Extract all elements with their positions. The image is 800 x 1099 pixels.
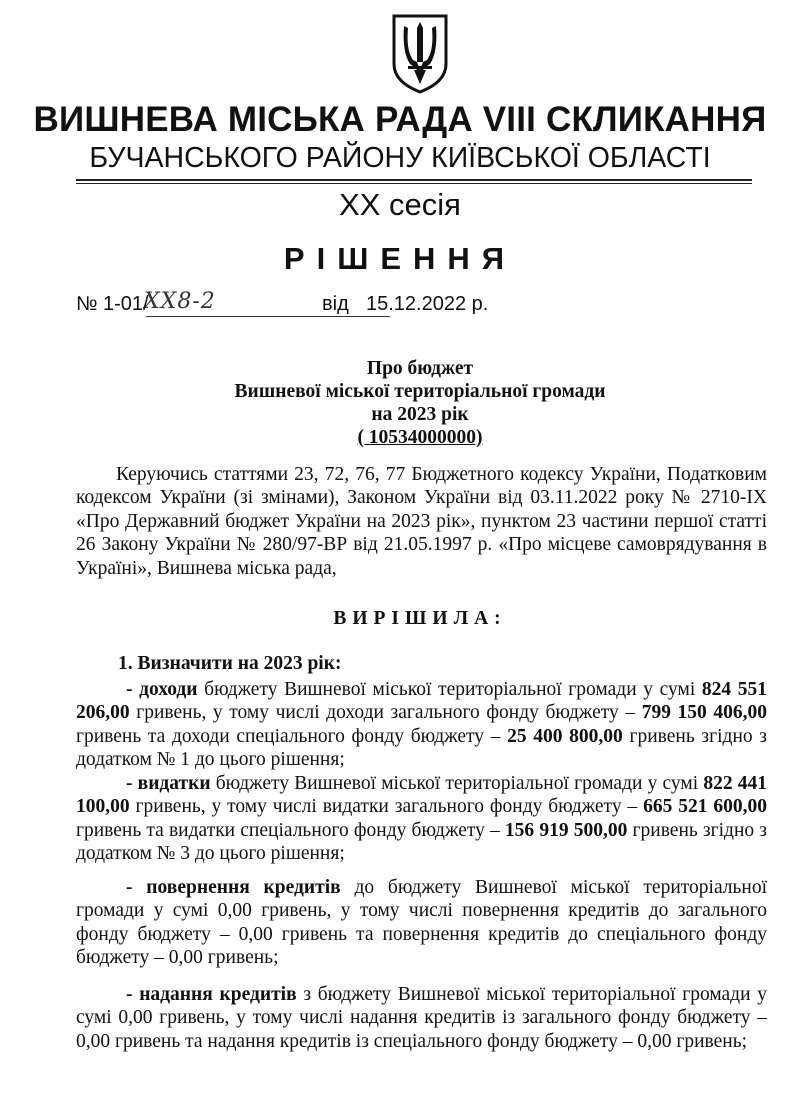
expense-general: 665 521 600,00	[643, 796, 767, 818]
coat-of-arms-icon	[390, 12, 450, 94]
budget-code: ( 10534000000)	[357, 427, 483, 448]
decision-subject	[0, 357, 800, 449]
date-label: від	[322, 293, 349, 315]
header-divider	[76, 179, 752, 181]
expense-paragraph: - видатки бюджету Вишневої міської територіальної громади у сумі 822 441 100,00 гривень, у тому числі видатки загального фонду бюджету – 665 521 600,00 гривень та видатки спеціального фонду бюджету – 156 919 500,00 гривень згідно з додатком № 3 до цього рішення;	[76, 773, 767, 865]
income-total: 824 551 206,00	[76, 679, 768, 724]
council-name: ВИШНЕВА МІСЬКА РАДА VIII СКЛИКАННЯ	[33, 100, 767, 139]
subject-line-3: на 2023 рік	[371, 404, 469, 425]
session-title: XX сесія	[339, 187, 461, 222]
number-underline	[146, 316, 390, 317]
income-lead: - доходи	[126, 679, 198, 700]
decision-number-prefix: № 1-01/	[76, 293, 149, 315]
income-general: 799 150 406,00	[641, 702, 767, 724]
income-special: 25 400 800,00	[507, 725, 623, 747]
subject-line-2: Вишневої міської територіальної громади	[234, 381, 606, 402]
decision-title: РІШЕННЯ	[283, 241, 517, 276]
credit-return-lead: - повернення кредитів	[126, 877, 341, 898]
credit-grant-paragraph: - надання кредитів з бюджету Вишневої міської територіальної громади у сумі 0,00 гривень, у тому числі надання кредитів із загального фонду бюджету – 0,00 гривень та надання кредитів із спеціального фонду бюджету – 0,00 гривень;	[76, 984, 767, 1052]
handwritten-number: XX8-2	[144, 289, 216, 314]
header-divider-thin	[76, 183, 752, 184]
expense-special: 156 919 500,00	[504, 819, 628, 841]
item-1-heading: 1. Визначити на 2023 рік:	[118, 653, 342, 674]
resolved-heading: ВИРІШИЛА:	[333, 608, 507, 629]
credit-grant-lead: - надання кредитів	[126, 984, 297, 1005]
preamble-paragraph: Керуючись статтями 23, 72, 76, 77 Бюджетного кодексу України, Податковим кодексом України (зі змінами), Законом України від 03.11.2022 року № 2710-IX «Про Державний бюджет України на 2023 рік», пунктом 23 частини першої статті 26 Закону України № 280/97-ВР від 21.05.1997 р. «Про місцеве самоврядування в Україні», Вишнева міська рада,	[76, 464, 767, 579]
decision-date: 15.12.2022 р.	[366, 293, 489, 315]
income-paragraph: - доходи бюджету Вишневої міської територіальної громади у сумі 824 551 206,00 гривень, у тому числі доходи загального фонду бюджету – 799 150 406,00 гривень та доходи спеціального фонду бюджету – 25 400 800,00 гривень згідно з додатком № 1 до цього рішення;	[76, 679, 768, 771]
expense-lead: - видатки	[126, 773, 211, 794]
decision-number-line	[76, 289, 716, 319]
credit-return-paragraph: - повернення кредитів до бюджету Вишневої міської територіальної громади у сумі 0,00 гривень, у тому числі повернення кредитів до загального фонду бюджету – 0,00 гривень та повернення кредитів до спеціального фонду бюджету – 0,00 гривень;	[76, 877, 767, 969]
district-name: БУЧАНСЬКОГО РАЙОНУ КИЇВСЬКОЇ ОБЛАСТІ	[89, 142, 711, 174]
expense-total: 822 441 100,00	[76, 773, 767, 818]
subject-line-1: Про бюджет	[366, 358, 474, 379]
